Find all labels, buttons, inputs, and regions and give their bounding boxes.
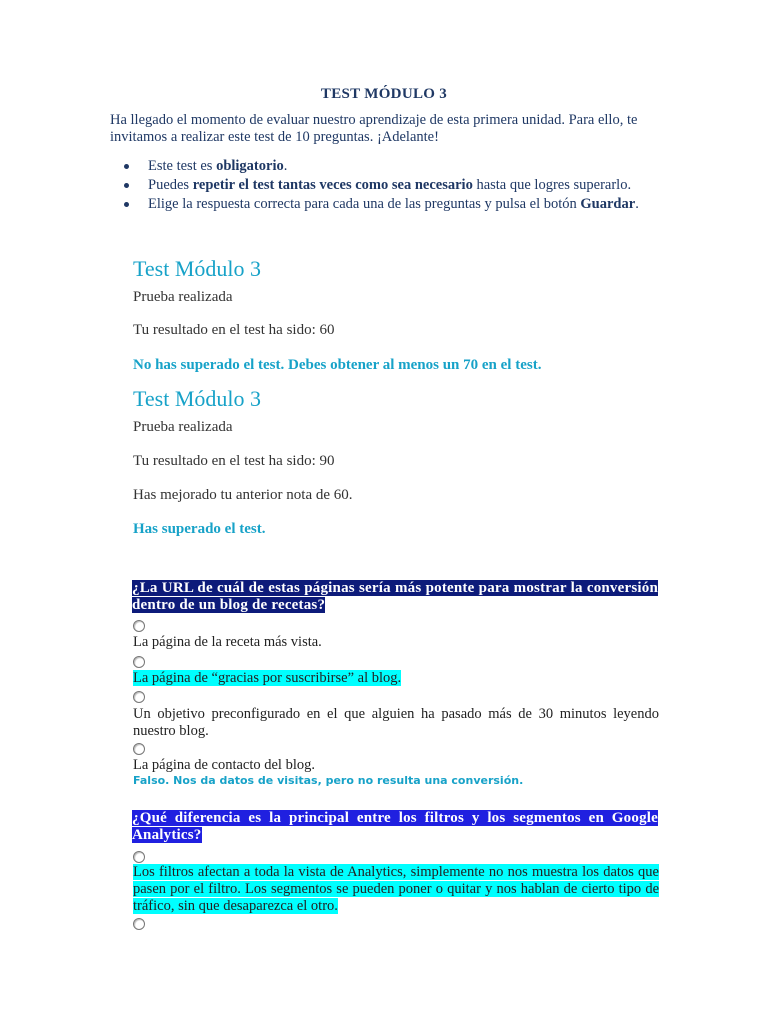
radio-option-2b[interactable]: [133, 918, 145, 930]
radio-option-1d[interactable]: [133, 743, 145, 755]
result-block-1: [133, 256, 673, 374]
question-1-text: ¿La URL de cuál de estas páginas sería más potente para mostrar la conversión dentro de un blog de recetas?: [132, 580, 658, 613]
rule-item: Este test es obligatorio.: [122, 158, 658, 174]
result-block-2: [133, 386, 673, 538]
option-1c-label[interactable]: Un objetivo preconfigurado en el que alguien ha pasado más de 30 minutos leyendo nuestro blog.: [133, 706, 659, 739]
document-title: TEST MÓDULO 3: [320, 86, 448, 102]
result-score-text: Tu resultado en el test ha sido: 90: [133, 453, 335, 469]
answer-feedback: Falso. Nos da datos de visitas, pero no resulta una conversión.: [133, 774, 524, 787]
radio-option-1b[interactable]: [133, 656, 145, 668]
rule-item: Elige la respuesta correcta para cada una de las preguntas y pulsa el botón Guardar.: [122, 196, 658, 212]
result-status-text: Has superado el test.: [133, 521, 266, 537]
result-score-text: Tu resultado en el test ha sido: 60: [133, 322, 335, 338]
bullet-icon: [124, 202, 129, 207]
radio-option-2a[interactable]: [133, 851, 145, 863]
option-2a-label[interactable]: Los filtros afectan a toda la vista de Analytics, simplemente no nos muestra los datos que pasen por el filtro. Los segmentos se pueden poner o quitar y nos hablan de cierto tipo de tráfico, sin que desaparezca el otro.: [133, 864, 659, 914]
question-2-text: ¿Qué diferencia es la principal entre los filtros y los segmentos en Google Analytics?: [132, 810, 658, 843]
option-1b-label[interactable]: La página de “gracias por suscribirse” al blog.: [133, 670, 402, 686]
result-done-text: Prueba realizada: [133, 289, 233, 305]
result-title: Test Módulo 3: [133, 256, 262, 281]
rule-item: Puedes repetir el test tantas veces como sea necesario hasta que logres superarlo.: [122, 177, 658, 193]
result-improved-text: Has mejorado tu anterior nota de 60.: [133, 487, 353, 503]
option-1d-label[interactable]: La página de contacto del blog.: [133, 757, 315, 773]
result-title: Test Módulo 3: [133, 386, 262, 411]
rules-list: [122, 158, 658, 215]
radio-option-1a[interactable]: [133, 620, 145, 632]
bullet-icon: [124, 183, 129, 188]
bullet-icon: [124, 164, 129, 169]
result-status-text: No has superado el test. Debes obtener al menos un 70 en el test.: [133, 357, 542, 373]
intro-paragraph: Ha llegado el momento de evaluar nuestro aprendizaje de esta primera unidad. Para ello, te invitamos a realizar este test de 10 preguntas. ¡Adelante!: [110, 112, 638, 145]
radio-option-1c[interactable]: [133, 691, 145, 703]
result-done-text: Prueba realizada: [133, 419, 233, 435]
option-1a-label[interactable]: La página de la receta más vista.: [133, 634, 322, 650]
